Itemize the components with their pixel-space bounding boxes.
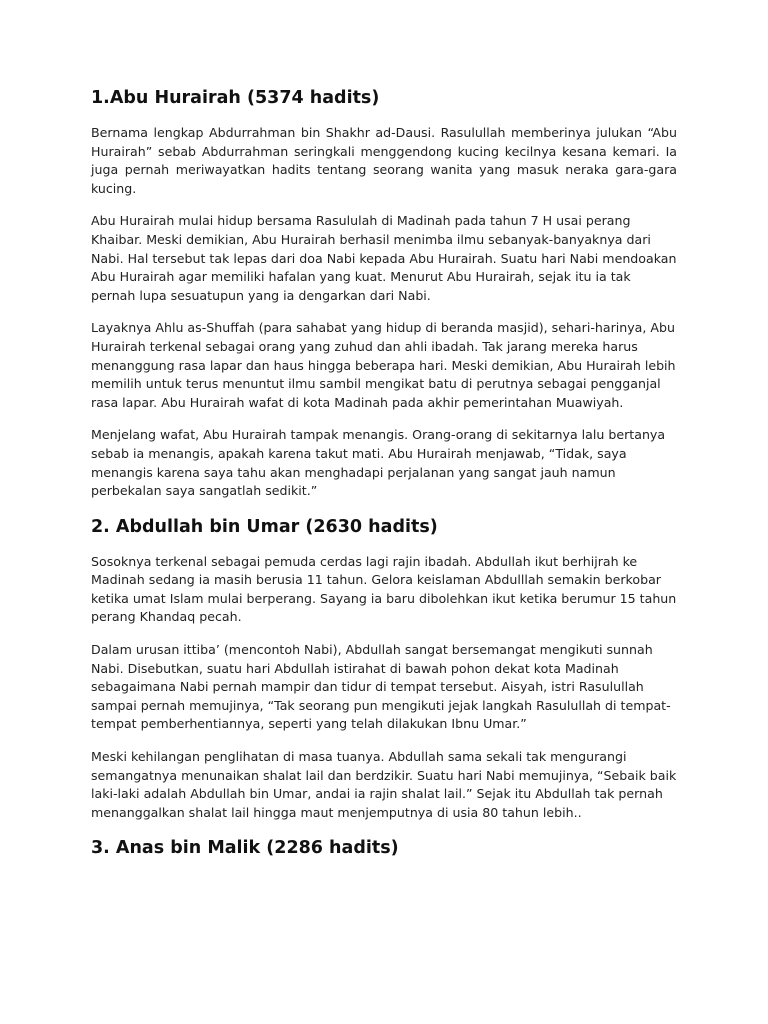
section-heading: 3. Anas bin Malik (2286 hadits) [91,838,399,859]
section-anas-bin-malik [91,836,677,860]
paragraph: Layaknya Ahlu as-Shuffah (para sahabat yang hidup di beranda masjid), sehari-harinya, Abu Hurairah terkenal sebagai orang yang zuhud dan ahli ibadah. Tak jarang mereka harus menanggung rasa lapar dan haus hingga beberapa hari. Meski demikian, Abu Hurairah lebih memilih untuk terus menuntut ilmu sambil mengikat batu di perutnya sebagai pengganjal rasa lapar. Abu Hurairah wafat di kota Madinah pada akhir pemerintahan Muawiyah. [91,320,676,410]
paragraph: Abu Hurairah mulai hidup bersama Rasululah di Madinah pada tahun 7 H usai perang Khaibar. Meski demikian, Abu Hurairah berhasil menimba ilmu sebanyak-banyaknya dari Nabi. Hal tersebut tak lepas dari doa Nabi kepada Abu Hurairah. Suatu hari Nabi mendoakan Abu Hurairah agar memiliki hafalan yang kuat. Menurut Abu Hurairah, sejak itu ia tak pernah lupa sesuatupun yang ia dengarkan dari Nabi. [91,213,677,303]
section-abu-hurairah [91,86,677,501]
paragraph: Sosoknya terkenal sebagai pemuda cerdas lagi rajin ibadah. Abdullah ikut berhijrah ke Madinah sedang ia masih berusia 11 tahun. Gelora keislaman Abdulllah semakin berkobar ketika umat Islam mulai berperang. Sayang ia baru dibolehkan ikut ketika berumur 15 tahun perang Khandaq pecah. [91,553,677,625]
paragraph: Bernama lengkap Abdurrahman bin Shakhr ad-Dausi. Rasulullah memberinya julukan “Abu Hurairah” sebab Abdurrahman seringkali menggendong kucing kecilnya kesana kemari. Ia juga pernah meriwayatkan hadits tentang seorang wanita yang masuk neraka gara-gara kucing. [91,125,677,196]
paragraph: Menjelang wafat, Abu Hurairah tampak menangis. Orang-orang di sekitarnya lalu bertanya sebab ia menangis, apakah karena takut mati. Abu Hurairah menjawab, “Tidak, saya menangis karena saya tahu akan menghadapi perjalanan yang sangat jauh namun perbekalan saya sangatlah sedikit.” [91,427,666,499]
section-heading: 1.Abu Hurairah (5374 hadits) [91,88,380,108]
section-heading: 2. Abdullah bin Umar (2630 hadits) [91,516,438,537]
section-abdullah-bin-umar [91,515,677,823]
document-page [91,86,677,874]
paragraph: Dalam urusan ittiba’ (mencontoh Nabi), Abdullah sangat bersemangat mengikuti sunnah Nabi. Disebutkan, suatu hari Abdullah istirahat di bawah pohon dekat kota Madinah sebagaimana Nabi pernah mampir dan tidur di tempat tersebut. Aisyah, istri Rasulullah sampai pernah memujinya, “Tak seorang pun mengikuti jejak langkah Rasulullah di tempat-tempat pemberhentiannya, seperti yang telah dilakukan Ibnu Umar.” [91,642,671,732]
paragraph: Meski kehilangan penglihatan di masa tuanya. Abdullah sama sekali tak mengurangi semangatnya menunaikan shalat lail dan berdzikir. Suatu hari Nabi memujinya, “Sebaik baik laki-laki adalah Abdullah bin Umar, andai ia rajin shalat lail.” Sejak itu Abdullah tak pernah menanggalkan shalat lail hingga maut menjemputnya di usia 80 tahun lebih.. [91,749,677,820]
